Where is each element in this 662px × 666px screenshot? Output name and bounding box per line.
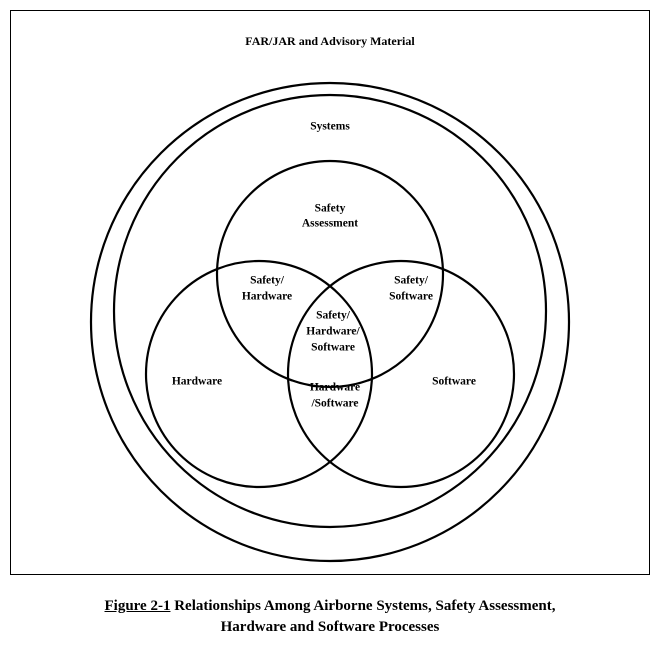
label-safety-hardware-software-line1: Safety/ [316,309,350,322]
label-safety-hardware-software-line3: Software [311,341,355,354]
label-hardware-software-line1: Hardware [309,381,361,394]
label-systems: Systems [310,120,350,133]
figure-caption-line2: Hardware and Software Processes [220,619,440,636]
circle-far-jar [91,83,569,561]
label-safety-assessment-line2: Assessment [301,217,359,230]
venn-diagram [11,11,649,574]
diagram-frame [10,10,650,575]
venn-diagram-svg [11,11,649,574]
figure-caption [10,596,650,639]
figure-number: Figure 2-1 [104,598,171,614]
label-safety-hardware-software-line2: Hardware/ [306,325,360,338]
label-safety-assessment-line1: Safety [314,202,346,215]
label-safety-software-line2: Software [389,290,433,303]
label-hardware-software-line2: /Software [311,397,359,410]
label-software: Software [432,375,476,388]
label-safety-hardware-line1: Safety/ [250,274,284,287]
figure-caption-line1: Relationships Among Airborne Systems, Safety Assessment, [174,598,556,614]
label-far-jar: FAR/JAR and Advisory Material [245,33,415,48]
label-safety-software-line1: Safety/ [394,274,428,287]
label-hardware: Hardware [171,375,223,388]
label-safety-hardware-line2: Hardware [241,290,293,303]
